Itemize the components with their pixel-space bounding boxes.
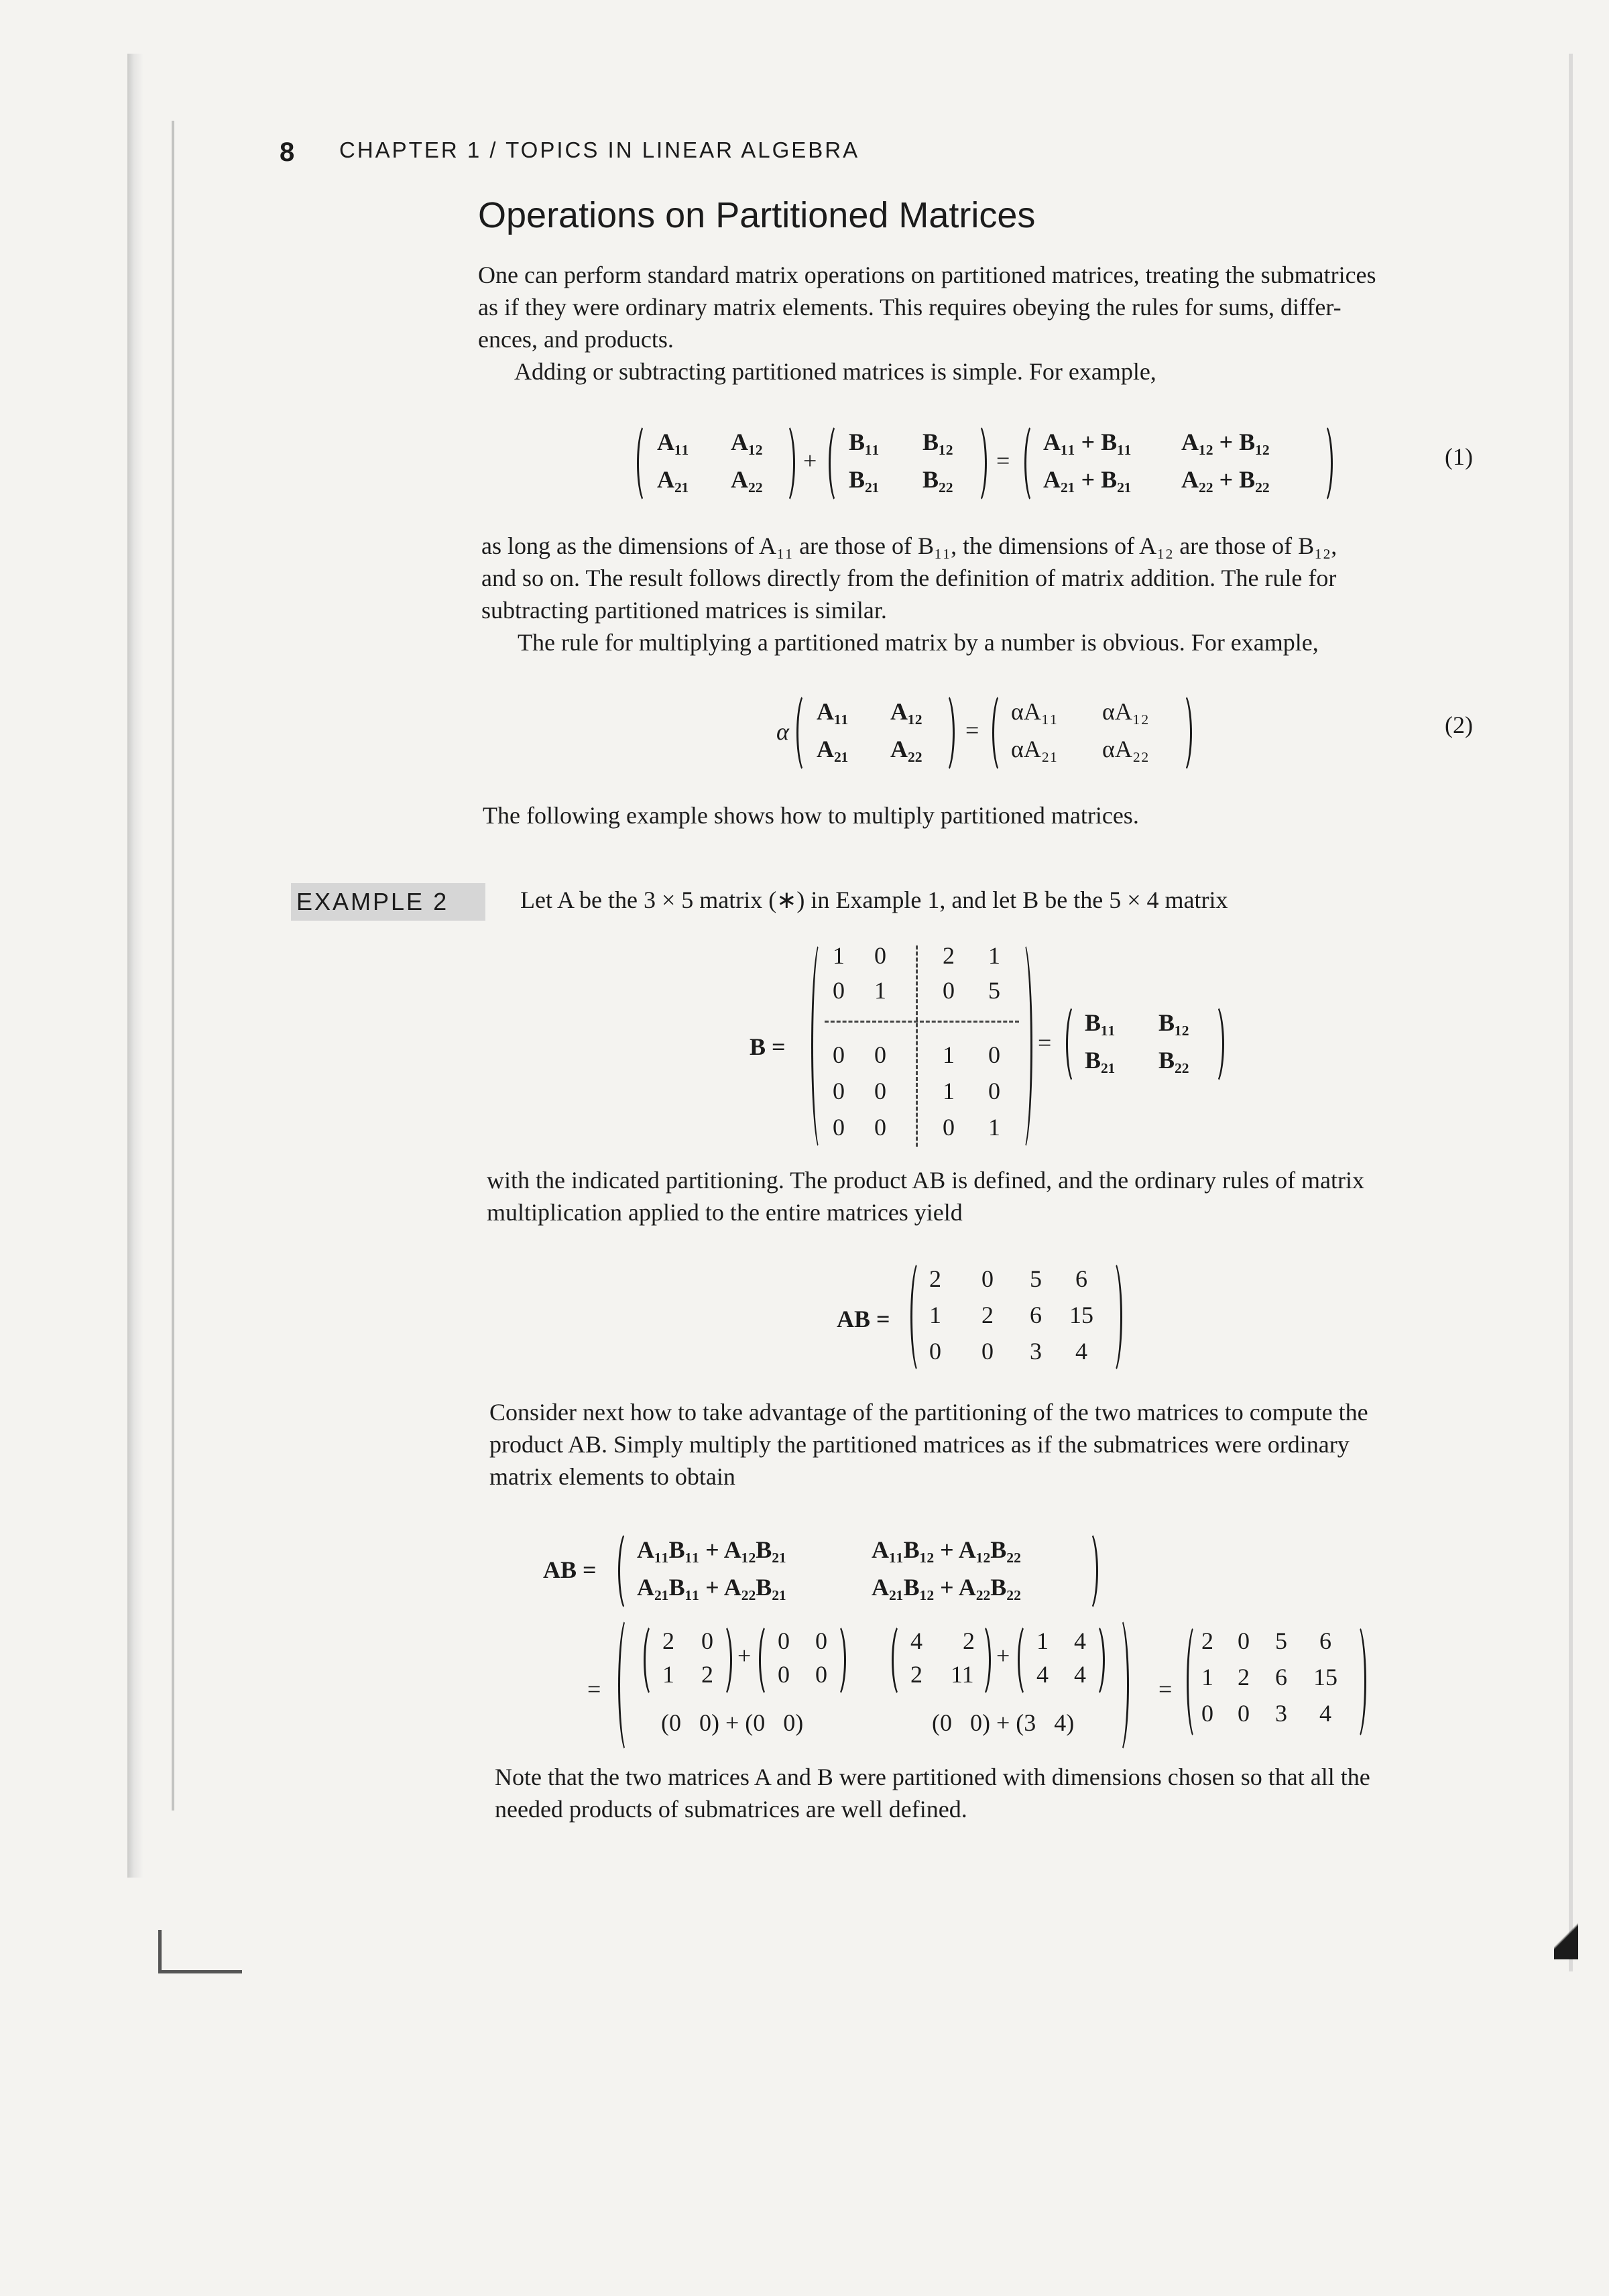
matrix-cell: 0	[981, 1265, 994, 1292]
right-paren	[936, 692, 955, 774]
matrix-cell: 1	[833, 942, 845, 969]
scan-shadow-right	[1569, 54, 1573, 1971]
matrix-cell: A₂₁B₁₁ + A₂₂B₂₁	[637, 1574, 786, 1601]
text-line: Let A be the 3 × 5 matrix (∗) in Example 1, and let B be the 5 × 4 matrix	[520, 886, 1228, 913]
matrix-cell: 0	[778, 1627, 790, 1654]
matrix-cell: 1	[929, 1302, 941, 1328]
paragraph	[478, 259, 1497, 388]
right-paren	[968, 422, 987, 504]
equation-number: (2)	[1445, 711, 1473, 738]
equals-sign: =	[965, 717, 979, 744]
right-paren	[1173, 692, 1192, 774]
equals-sign: =	[587, 1676, 601, 1703]
matrix-cell: 2	[963, 1627, 975, 1654]
text-line: The rule for multiplying a partitioned matrix by a number is obvious. For example,	[518, 629, 1319, 656]
matrix-cell: B₁₁	[849, 428, 880, 455]
plus-sign: +	[737, 1642, 752, 1669]
matrix-cell: 2	[929, 1265, 941, 1292]
partition-line-horizontal	[825, 1021, 1019, 1023]
section-title: Operations on Partitioned Matrices	[478, 195, 1036, 235]
matrix-cell: B₁₂	[1158, 1009, 1189, 1036]
matrix-cell: A₂₂ + B₂₂	[1181, 466, 1270, 493]
scan-shadow-left-line	[172, 121, 174, 1811]
text-line: matrix elements to obtain	[489, 1463, 735, 1490]
matrix-cell: A₁₁	[817, 698, 849, 725]
matrix-cell: 0	[874, 942, 886, 969]
alpha-symbol: α	[776, 718, 789, 745]
product-AB-block	[543, 1529, 1482, 1750]
matrix-cell: 0	[833, 977, 845, 1004]
matrix-B-definition	[750, 939, 1259, 1160]
matrix-label: B =	[750, 1033, 786, 1060]
right-paren	[1079, 1530, 1098, 1612]
right-paren	[1348, 1623, 1366, 1741]
matrix-cell: 5	[1275, 1627, 1287, 1654]
left-paren	[1024, 422, 1043, 504]
matrix-cell: 2	[943, 942, 955, 969]
matrix-cell: 0	[981, 1338, 994, 1365]
scan-corner-mark	[1554, 1916, 1578, 1959]
matrix-label: AB =	[543, 1556, 597, 1583]
matrix-cell: αA₁₂	[1102, 698, 1149, 725]
text-line: subtracting partitioned matrices is similar.	[481, 597, 887, 624]
matrix-cell: 0	[874, 1114, 886, 1141]
paragraph	[481, 530, 1500, 658]
matrix-cell: αA₂₁	[1011, 736, 1058, 762]
paragraph	[495, 1761, 1514, 1825]
matrix-cell: 6	[1030, 1302, 1042, 1328]
matrix-cell: 0	[833, 1078, 845, 1104]
text-line: Adding or subtracting partitioned matrices is simple. For example,	[514, 358, 1156, 385]
right-paren	[1086, 1623, 1105, 1698]
text-line: product AB. Simply multiply the partitioned matrices as if the submatrices were ordinary	[489, 1431, 1350, 1458]
left-paren	[992, 692, 1011, 774]
text-line: ences, and products.	[478, 326, 674, 353]
equation-2	[776, 691, 1205, 778]
matrix-cell: 5	[988, 977, 1000, 1004]
matrix-cell: 6	[1319, 1627, 1331, 1654]
matrix-cell: A₁₂ + B₁₂	[1181, 428, 1270, 455]
matrix-cell: A₁₂	[890, 698, 922, 725]
matrix-cell: B₂₁	[849, 466, 880, 493]
matrix-cell: A₁₁B₁₁ + A₁₂B₂₁	[637, 1536, 786, 1563]
matrix-cell: 2	[662, 1627, 674, 1654]
page-number: 8	[280, 137, 295, 167]
matrix-cell: 6	[1075, 1265, 1087, 1292]
left-paren	[1066, 1003, 1085, 1085]
matrix-row: (0 0) + (0 0)	[661, 1709, 804, 1736]
matrix-cell: 2	[910, 1661, 922, 1688]
equals-sign: =	[996, 447, 1010, 474]
text-line: as if they were ordinary matrix elements. This requires obeying the rules for sums, differ-	[478, 294, 1342, 321]
text-line: multiplication applied to the entire matrices yield	[487, 1199, 963, 1226]
matrix-cell: A₁₁B₁₂ + A₁₂B₂₂	[872, 1536, 1021, 1563]
left-paren	[796, 692, 815, 774]
matrix-cell: 4	[1074, 1627, 1086, 1654]
matrix-cell: A₂₁	[657, 466, 689, 493]
matrix-cell: 4	[910, 1627, 922, 1654]
matrix-cell: 1	[874, 977, 886, 1004]
matrix-cell: 2	[981, 1302, 994, 1328]
matrix-cell: 0	[874, 1041, 886, 1068]
matrix-cell: 4	[1074, 1661, 1086, 1688]
matrix-cell: 4	[1319, 1700, 1331, 1727]
scan-shadow-left	[127, 54, 143, 1878]
matrix-cell: 2	[1201, 1627, 1213, 1654]
text-line: Note that the two matrices A and B were partitioned with dimensions chosen so that all the	[495, 1764, 1370, 1790]
matrix-cell: 0	[874, 1078, 886, 1104]
matrix-cell: 1	[988, 1114, 1000, 1141]
matrix-cell: 0	[833, 1114, 845, 1141]
matrix-cell: 0	[988, 1078, 1000, 1104]
matrix-cell: 1	[943, 1078, 955, 1104]
text-line: The following example shows how to multiply partitioned matrices.	[483, 802, 1139, 829]
left-paren	[618, 1616, 637, 1754]
matrix-label: AB =	[837, 1306, 890, 1332]
matrix-cell: 0	[701, 1627, 713, 1654]
matrix-cell: 1	[943, 1041, 955, 1068]
left-paren	[637, 422, 656, 504]
example-label: EXAMPLE 2	[291, 883, 485, 921]
matrix-cell: A₁₂	[731, 428, 763, 455]
matrix-cell: αA₁₁	[1011, 698, 1058, 725]
right-paren	[713, 1623, 732, 1698]
partition-line-vertical	[916, 945, 918, 1147]
matrix-cell: 0	[988, 1041, 1000, 1068]
text-line: and so on. The result follows directly from the definition of matrix addition. The rule for	[481, 565, 1337, 591]
matrix-cell: A₁₁	[657, 428, 689, 455]
equals-sign: =	[1038, 1029, 1052, 1056]
matrix-cell: 2	[701, 1661, 713, 1688]
text-line: needed products of submatrices are well defined.	[495, 1796, 967, 1823]
matrix-cell: A₂₁B₁₂ + A₂₂B₂₂	[872, 1574, 1021, 1601]
right-paren	[1314, 422, 1333, 504]
left-paren	[892, 1623, 910, 1698]
matrix-cell: A₂₂	[890, 736, 922, 762]
matrix-cell: 0	[943, 1114, 955, 1141]
matrix-row: (0 0) + (3 4)	[932, 1709, 1075, 1736]
paragraph	[489, 1396, 1508, 1493]
matrix-cell: 0	[943, 977, 955, 1004]
scan-corner-mark	[158, 1930, 242, 1973]
equation-1	[637, 421, 1361, 508]
matrix-cell: A₂₁ + B₂₁	[1043, 466, 1132, 493]
text-line: One can perform standard matrix operations on partitioned matrices, treating the submatrices	[478, 262, 1376, 288]
matrix-cell: 3	[1030, 1338, 1042, 1365]
matrix-cell: 4	[1075, 1338, 1087, 1365]
paragraph	[520, 884, 1539, 916]
equation-number: (1)	[1445, 443, 1473, 470]
matrix-cell: 0	[815, 1661, 827, 1688]
matrix-cell: A₂₂	[731, 466, 763, 493]
matrix-cell: B₂₂	[1158, 1047, 1189, 1074]
running-head: CHAPTER 1 / TOPICS IN LINEAR ALGEBRA	[339, 137, 860, 162]
left-paren	[1018, 1623, 1036, 1698]
matrix-cell: B₂₂	[922, 466, 953, 493]
text-line: with the indicated partitioning. The product AB is defined, and the ordinary rules of matrix	[487, 1167, 1365, 1194]
matrix-cell: A₂₁	[817, 736, 849, 762]
right-paren	[776, 422, 795, 504]
matrix-cell: 3	[1275, 1700, 1287, 1727]
right-paren	[827, 1623, 846, 1698]
matrix-cell: 11	[951, 1661, 974, 1688]
matrix-cell: 6	[1275, 1664, 1287, 1690]
matrix-cell: B₁₁	[1085, 1009, 1116, 1036]
matrix-cell: 0	[815, 1627, 827, 1654]
matrix-cell: 0	[1238, 1700, 1250, 1727]
matrix-cell: 1	[662, 1661, 674, 1688]
right-paren	[1110, 1616, 1129, 1754]
matrix-cell: 2	[1238, 1664, 1250, 1690]
matrix-cell: 15	[1313, 1664, 1337, 1690]
paragraph	[487, 1164, 1506, 1228]
left-paren	[644, 1623, 662, 1698]
matrix-cell: 0	[778, 1661, 790, 1688]
text-line: Consider next how to take advantage of the partitioning of the two matrices to compute the	[489, 1399, 1368, 1426]
matrix-cell: 0	[833, 1041, 845, 1068]
matrix-cell: αA₂₂	[1102, 736, 1149, 762]
product-AB-full	[837, 1258, 1158, 1379]
right-paren	[1014, 940, 1032, 1152]
matrix-cell: 0	[1238, 1627, 1250, 1654]
matrix-cell: 4	[1036, 1661, 1049, 1688]
plus-sign: +	[803, 447, 817, 474]
text-line: as long as the dimensions of A₁₁ are those of B₁₁, the dimensions of A₁₂ are those of B₁₂,	[481, 532, 1337, 559]
right-paren	[1104, 1259, 1122, 1375]
plus-sign: +	[996, 1642, 1010, 1669]
paragraph	[483, 799, 1502, 831]
matrix-cell: 5	[1030, 1265, 1042, 1292]
right-paren	[972, 1623, 991, 1698]
equals-sign: =	[1158, 1676, 1173, 1703]
left-paren	[829, 422, 847, 504]
matrix-cell: B₂₁	[1085, 1047, 1116, 1074]
matrix-cell: B₁₂	[922, 428, 953, 455]
right-paren	[1205, 1003, 1224, 1085]
matrix-cell: A₁₁ + B₁₁	[1043, 428, 1132, 455]
matrix-cell: 0	[1201, 1700, 1213, 1727]
matrix-cell: 1	[1036, 1627, 1049, 1654]
matrix-cell: 15	[1069, 1302, 1093, 1328]
matrix-cell: 1	[1201, 1664, 1213, 1690]
matrix-cell: 1	[988, 942, 1000, 969]
left-paren	[618, 1530, 637, 1612]
matrix-cell: 0	[929, 1338, 941, 1365]
left-paren	[759, 1623, 778, 1698]
